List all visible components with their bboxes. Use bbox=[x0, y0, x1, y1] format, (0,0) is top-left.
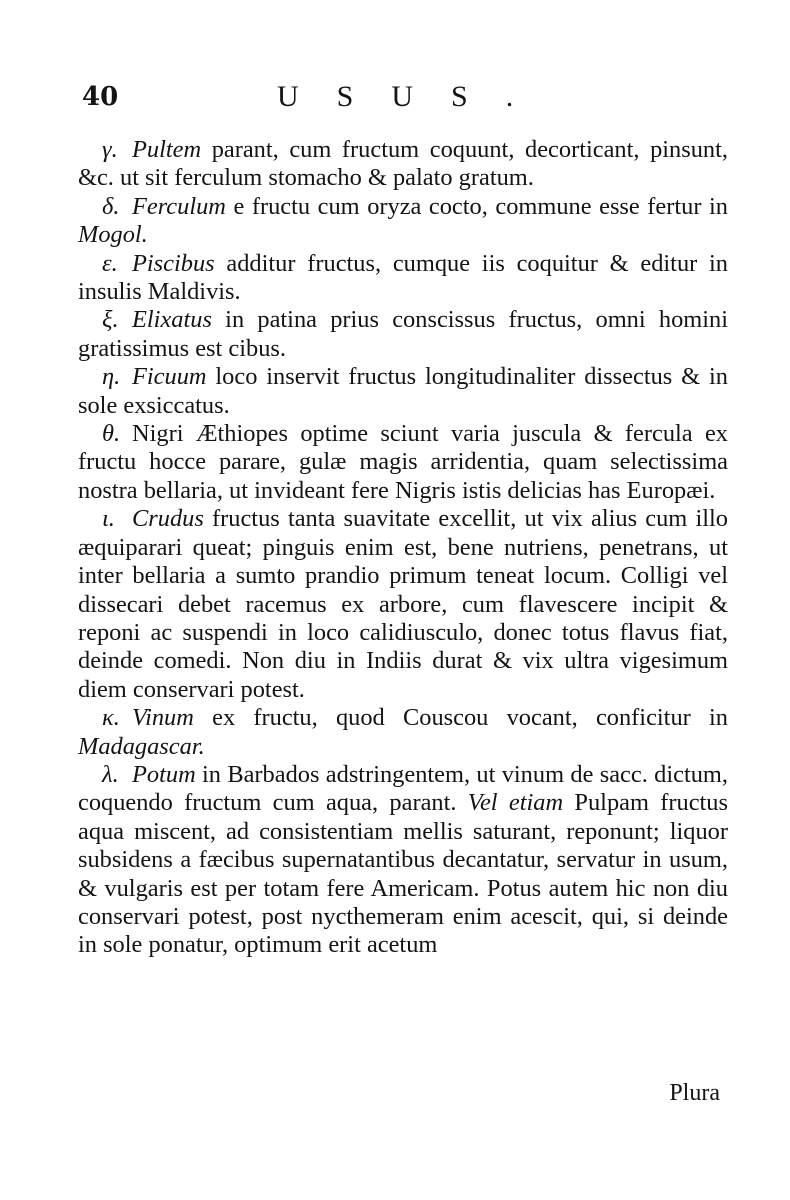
paragraph-term: Crudus bbox=[132, 505, 204, 533]
catchword: Plura bbox=[669, 1080, 720, 1106]
paragraph-lambda bbox=[78, 761, 728, 960]
paragraph-marker: γ. bbox=[102, 136, 118, 163]
paragraph-text: e fructu cum oryza cocto, commune esse fertur in bbox=[225, 192, 728, 220]
paragraph-marker: ι. bbox=[102, 505, 115, 533]
paragraph-marker: η. bbox=[102, 363, 121, 391]
paragraph-text: in Barbados adstringentem, ut vinum de sacc. dictum, coquendo fructum cum aqua, parant. bbox=[78, 760, 728, 817]
paragraph-marker: θ. bbox=[102, 420, 121, 448]
paragraph-theta bbox=[78, 420, 728, 505]
paragraph-text: in patina prius conscissus fructus, omni homini gratissimus est cibus. bbox=[78, 306, 728, 362]
paragraph-epsilon bbox=[78, 250, 728, 307]
paragraph-term-secondary: Vel etiam bbox=[467, 789, 564, 817]
paragraph-term: Piscibus bbox=[132, 249, 215, 277]
paragraph-term: Ficuum bbox=[132, 363, 207, 391]
paragraph-kappa bbox=[78, 704, 728, 761]
paragraph-text: parant, cum fructum coquunt, decorticant, pinsunt, &c. ut sit ferculum stomacho & palato gratum. bbox=[78, 136, 728, 192]
paragraph-delta bbox=[78, 193, 728, 250]
paragraph-marker: ε. bbox=[102, 249, 118, 277]
paragraph-term: Ferculum bbox=[132, 192, 226, 220]
paragraph-text: fructus tanta suavitate excellit, ut vix alius cum illo æquiparari queat; pinguis enim est, bene nutriens, penetrans, ut inter bellaria a sumto prandio primum teneat locum. Colligi vel dissecari debet racemus ex arbore, cum flavescere incipit & reponi ac suspendi in loco calidiusculo, donec totus flavus fiat, deinde comedi. Non diu in Indiis durat & vix ultra vigesimum diem conservari potest. bbox=[78, 505, 728, 703]
main-text bbox=[78, 136, 728, 960]
paragraph-term: Vinum bbox=[132, 704, 194, 732]
paragraph-term: Potum bbox=[132, 760, 196, 788]
paragraph-marker: κ. bbox=[102, 704, 120, 732]
paragraph-iota bbox=[78, 505, 728, 704]
paragraph-term: Pultem bbox=[132, 136, 202, 163]
page-number: 40 bbox=[82, 82, 119, 112]
paragraph-xi bbox=[78, 306, 728, 363]
place-name: Mogol. bbox=[78, 221, 148, 249]
paragraph-marker: δ. bbox=[102, 192, 120, 220]
paragraph-text: Nigri Æthiopes optime sciunt varia juscula & fercula ex fructu hocce parare, gulæ magis arridentia, quam selectissima nostra bellaria, ut invideant fere Nigris istis delicias has Europæi. bbox=[78, 420, 728, 504]
paragraph-marker: λ. bbox=[102, 760, 119, 788]
paragraph-text: ex fructu, quod Couscou vocant, conficitur in bbox=[193, 704, 728, 732]
paragraph-eta bbox=[78, 363, 728, 420]
paragraph-text: loco inservit fructus longitudinaliter dissectus & in sole exsiccatus. bbox=[78, 363, 728, 419]
paragraph-text: additur fructus, cumque iis coquitur & editur in insulis Maldivis. bbox=[78, 249, 728, 306]
paragraph-text-continued: Pulpam fructus aqua miscent, ad consistentiam mellis saturant, reponunt; liquor subsidens a fæcibus supernatantibus decantatur, servatur in usum, & vulgaris est per totam fere Americam. Potus autem hic non diu conservari potest, post nycthemeram enim acescit, qui, si deinde in sole ponatur, optimum erit acetum bbox=[78, 789, 728, 959]
paragraph-term: Elixatus bbox=[132, 306, 212, 334]
page-header bbox=[82, 80, 722, 120]
place-name: Madagascar. bbox=[78, 732, 205, 760]
running-head: USUS. bbox=[277, 80, 552, 113]
paragraph-marker: ξ. bbox=[102, 306, 119, 334]
paragraph-gamma bbox=[78, 136, 728, 193]
